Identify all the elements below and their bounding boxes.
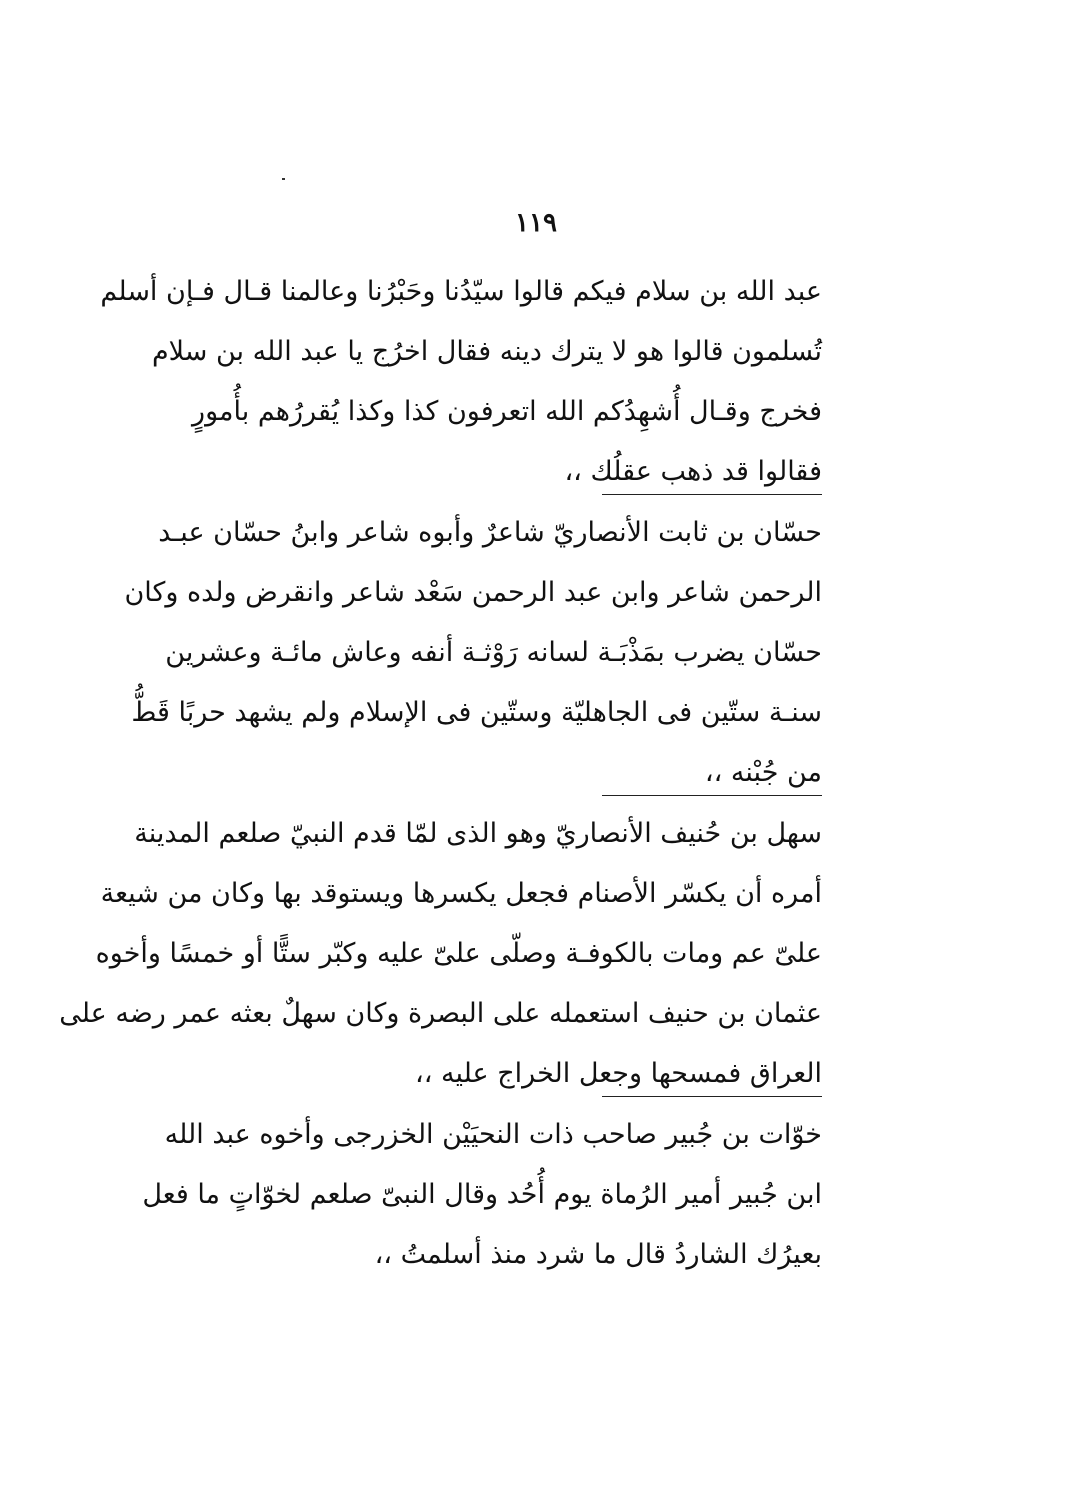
page-number: ١١٩ (515, 208, 557, 238)
scan-speck (282, 178, 285, 180)
text-line: فقالوا قد ذهب عقلُك ،، (564, 456, 822, 487)
text-line: العراق فمسحها وجعل الخراج عليه ،، (414, 1058, 822, 1089)
text-line: سهل بن حُنيف الأنصاريّ وهو الذى لمّا قدم النبيّ صلعم المدينة (134, 818, 822, 849)
separator-rule (602, 494, 822, 495)
paragraph-khawwat-ibn-jubayr (142, 1105, 822, 1285)
text-line: من جُبْنه ،، (704, 757, 822, 788)
main-text (59, 262, 822, 1285)
text-line: حسّان يضرب بمَذْبَـة لسانه رَوْثـة أنفه وعاش مائـة وعشرين (165, 637, 822, 668)
text-line: خوّات بن جُبير صاحب ذات النحيَيْن الخزرجى وأخوه عبد الله (164, 1119, 822, 1150)
text-line: بعيرُك الشاردُ قال ما شرد منذ أسلمتُ ،، (374, 1239, 822, 1270)
text-line: ابن جُبير أمير الرُماة يوم أُحُد وقال النبىّ صلعم لخوّاتٍ ما فعل (142, 1179, 822, 1210)
text-line: سنـة ستّين فى الجاهليّة وستّين فى الإسلام ولم يشهد حربًا قَطُّ (131, 697, 822, 728)
text-line: عثمان بن حنيف استعمله على البصرة وكان سهلٌ بعثه عمر رضه على (59, 998, 822, 1029)
text-line: عبد الله بن سلام فيكم قالوا سيّدُنا وحَبْرُنا وعالمنا قـال فـإن أسلم (100, 276, 822, 307)
text-line: تُسلمون قالوا هو لا يترك دينه فقال اخرُج يا عبد الله بن سلام (151, 336, 822, 367)
text-line: علىّ عم ومات بالكوفـة وصلّى علىّ عليه وكبّر ستًّا أو خمسًا وأخوه (95, 938, 822, 969)
text-line: حسّان بن ثابت الأنصاريّ شاعرٌ وأبوه شاعر وابنُ حسّان عبـد (158, 517, 822, 548)
separator-rule (602, 1096, 822, 1097)
paragraph-hassan-ibn-thabit (124, 503, 822, 803)
text-line: فخرج وقـال أُشهِدُكم الله اتعرفون كذا وكذا يُقررُهم بأُمورٍ (192, 396, 822, 427)
paragraph-abdallah-ibn-salam (100, 262, 822, 502)
text-line: الرحمن شاعر وابن عبد الرحمن سَعْد شاعر وانقرض ولده وكان (124, 577, 822, 608)
paragraph-sahl-ibn-hunayf (59, 804, 822, 1104)
separator-rule (602, 795, 822, 796)
text-line: أمره أن يكسّر الأصنام فجعل يكسرها ويستوقد بها وكان من شيعة (100, 878, 822, 909)
